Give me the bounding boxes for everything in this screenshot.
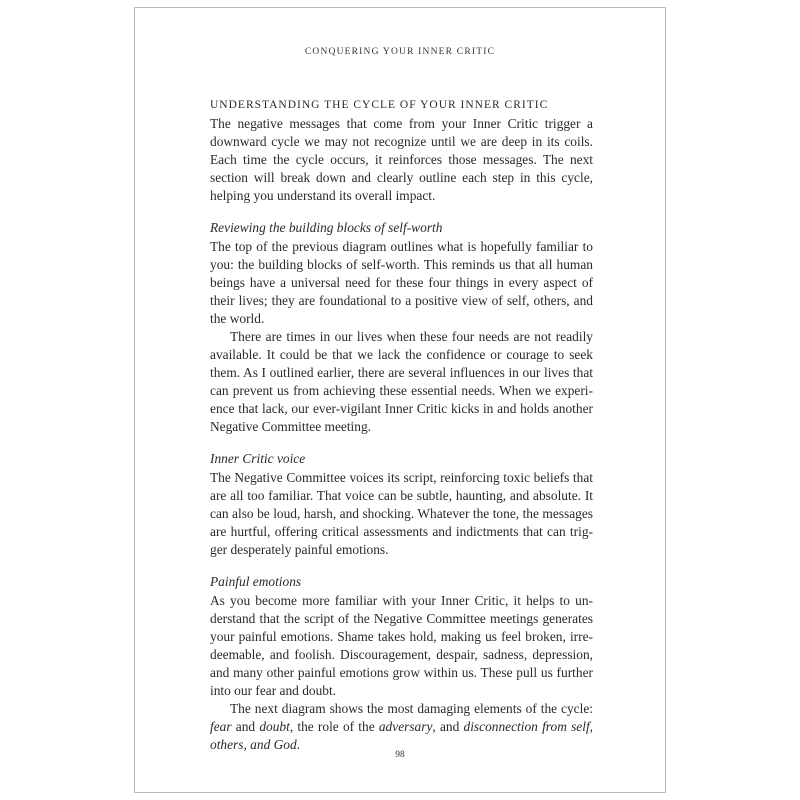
book-page [134, 7, 666, 793]
page-number: 98 [395, 750, 405, 760]
subsection-heading-building-blocks: Reviewing the building blocks of self-worth [210, 220, 443, 235]
closing-em-fear: fear [210, 719, 232, 734]
intro-paragraph: The negative messages that come from your Inner Critic trigger a downward cycle we may not recognize until we are deep in its coils. Each time the cycle occurs, it reinforces those messages. The next section will break down and clearly outline each step in this cycle, helping you understand its overall impact. [210, 116, 593, 203]
closing-text-4: , and [432, 719, 464, 734]
closing-text-5: . [296, 737, 301, 752]
closing-text-3: , the role of the [289, 719, 379, 734]
subsection-heading-painful-emotions: Painful emotions [210, 574, 302, 589]
inner-critic-voice-paragraph: The Negative Committee voices its script, reinforcing toxic beliefs that are all too familiar. That voice can be subtle, haunting, and absolute. It can also be loud, harsh, and shocking. Whatever the tone, the messages are hurtful, offering critical assessments and indictments that can trigger desperately painful emotions. [210, 470, 593, 557]
section-title: UNDERSTANDING THE CYCLE OF YOUR INNER CRITIC [210, 99, 549, 111]
closing-paragraph [210, 700, 593, 754]
subsection-heading-inner-critic-voice: Inner Critic voice [210, 451, 306, 466]
closing-em-adversary: adversary [378, 719, 433, 734]
closing-text-1: The next diagram shows the most damaging elements of the cycle: [230, 701, 593, 716]
closing-em-doubt: doubt [259, 719, 290, 734]
building-blocks-paragraph-2: There are times in our lives when these four needs are not readily available. It could be that we lack the confidence or courage to seek them. As I outlined earlier, there are several influences in our lives that can prevent us from achieving these essential needs. When we experience that lack, our ever-vigilant Inner Critic kicks in and holds another Negative Committee meeting. [210, 329, 593, 434]
closing-em-disconnection: disconnection from self, others, and God [210, 719, 594, 752]
page-content [210, 96, 593, 754]
closing-text-2: and [231, 719, 260, 734]
building-blocks-paragraph-1: The top of the previous diagram outlines what is hopefully familiar to you: the building blocks of self-worth. This reminds us that all human beings have a universal need for these four things in every aspect of their lives; they are foundational to a positive view of self, others, and the world. [210, 239, 593, 326]
painful-emotions-paragraph: As you become more familiar with your Inner Critic, it helps to understand that the script of the Negative Committee meetings generates your painful emotions. Shame takes hold, making us feel broken, irredeemable, and foolish. Discouragement, despair, sadness, depression, and many other painful emotions grow within us. These pull us further into our fear and doubt. [210, 593, 593, 698]
running-head: CONQUERING YOUR INNER CRITIC [304, 47, 496, 57]
